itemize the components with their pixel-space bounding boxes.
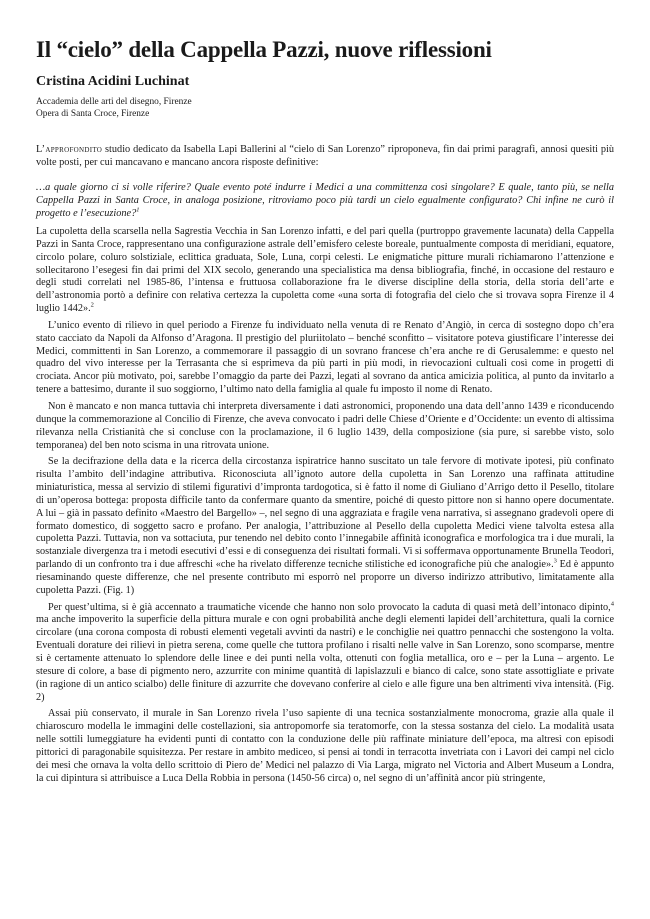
quote-text: …a quale giorno ci si volle riferire? Quale evento poté indurre i Medici a una committenza così singolare? E quale, tanto più, se nella Cappella Pazzi in Santa Croce, in analoga posizione, ritroviamo poco più tardi un cielo egualmente configurato? Chi infine ne curò il progetto e l’esecuzione? [36, 182, 614, 219]
block-quote [36, 181, 614, 220]
paragraph: L’unico evento di rilievo in quel periodo a Firenze fu individuato nella venuta di re Renato d’Angiò, in cerca di sostegno dopo ch’era stato cacciato da Napoli da Alfonso d’Aragona. Il prestigio del pluriitolato – benché sconfitto – visitatore poteva giustificare l’interesse dei Medici, committenti in San Lorenzo, a commemorare il passaggio di un sovrano francese ch’era anche re di Gerusalemme: e questo nel quadro del vivo interesse per la Terrasanta che si esprimeva da più parti in più modi, in rievocazioni cultuali così come in progetti di crociata. Ancor più motivato, poi, sarebbe l’omaggio da parte dei Pazzi, legati al sovrano da antica amicizia politica, al punto da invitarlo a tenere a battesimo, durante il suo soggiorno, l’ultimo nato della famiglia al quale fu imposto il nome di Renato. [36, 319, 614, 396]
footnote-ref: 4 [610, 600, 614, 608]
footnote-ref: 3 [553, 557, 557, 565]
lead-paragraph [36, 143, 614, 169]
paragraph: La cupoletta della scarsella nella Sagrestia Vecchia in San Lorenzo infatti, e del pari quella (purtroppo gravemente lacunata) della Cappella Pazzi in Santa Croce, rappresentano una configurazione astrale dell’emisfero celeste boreale, puntualmente composta di meridiani, equatore, circolo polare, coluro solstiziale, eclittica graduata, Sole, Luna, corpi celesti. Le enigmatiche pitture murali richiamarono l’attenzione e sollecitarono l’esegesi fin dai primi del XIX secolo, generando una specialistica ma densa bibliografia, finché, in occasione del restauro e degli studi correlati nel 1985-86, l’intensa e fruttuosa collaborazione fra le diverse discipline della storia, della storia dell’arte e dell’astronomia portò a definire con relativa certezza la cupoletta come «una sorta di fotografia del cielo che si trovava sopra Firenze il 4 luglio 1442».$^2$ [36, 226, 614, 315]
paragraph: Non è mancato e non manca tuttavia chi interpreta diversamente i dati astronomici, proponendo una data dell’anno 1439 e riconducendo dunque la commemorazione al Concilio di Firenze, che aveva convocato i padri delle Chiese d’Oriente e d’Occidente: un evento di altissima rilevanza nella Cristianità che si concluse con la proclamazione, il 6 luglio 1439, della composizione (sia pure, si sarebbe visto, solo temporanea) del ben noto scisma in una ritrovata unione. [36, 400, 614, 451]
author-name: Cristina Acidini Luchinat [36, 74, 190, 89]
affiliation-2: Opera di Santa Croce, Firenze [36, 109, 150, 119]
footnote-ref: 2 [90, 301, 94, 309]
article-title: Il “cielo” della Cappella Pazzi, nuove riflessioni [36, 37, 492, 62]
paragraph: Se la decifrazione della data e la ricerca della circostanza ispiratrice hanno suscitato un tale fervore di motivate ipotesi, più confinato risulta l’ambito dell’indagine attributiva. Riconosciuta all’ignoto autore della cupoletta in San Lorenzo una raffinata attitudine miniaturistica, messa al servizio di stilemi figurativi d’impronta tardogotica, si è fatto il nome di Giuliano d’Arrigo detto il Pesello, titolare di un’operosa bottega: proposta difficile tanto da confermare quanto da smentire, poiché di questo pittore non si hanno opere documentate. A lui – già in passato definito «Maestro del Bargello» –, nel segno di una aggraziata e fragile vena narrativa, si assegnano gradevoli opere di formato domestico, di soggetto sacro e profano. Per analogia, l’attribuzione al Pesello della cupoletta Medici viene talvolta estesa alla cupoletta Pazzi. Tuttavia, non va sottaciuta, pur tenendo nel debito conto l’innegabile affinità iconografica e morfologica tra i due murali, la sostanziale divergenza tra i metodi esecutivi d’essi e di conseguenza dei risultati formali. Vi si soffermava opportunamente Brunella Teodori, parlando di un confronto tra i due affreschi «che ha rivelato differenze tecniche stilistiche ed iconografiche più che analogie».$^3$ Ed è appunto riesaminando queste differenze, che nel presente contributo mi esporrò nel proporre un diverso indirizzo attributivo, limitatamente alla cupoletta Pazzi. (Fig. 1) [36, 456, 614, 596]
affiliation-1: Accademia delle arti del disegno, Firenze [36, 97, 192, 107]
lead-text: studio dedicato da Isabella Lapi Ballerini al “cielo di San Lorenzo” riproponeva, fin dai primi paragrafi, annosi quesiti più volte posti, per cui mancavano e mancano ancora risposte definitive: [36, 144, 614, 168]
lead-small-caps: L’approfondito [36, 144, 103, 155]
body-text [36, 226, 614, 789]
footnote-ref: 1 [136, 206, 140, 214]
paragraph: Per quest’ultima, si è già accennato a traumatiche vicende che hanno non solo provocato la caduta di quasi metà dell’intonaco dipinto,$^4$ ma anche impoverito la superficie della pittura murale e con ogni probabilità anche degli elementi lapidei dell’architettura, quali la cornice circolare (una corona composta di robusti elementi vegetali avvinti da nastri) e le conchiglie nei quattro pennacchi che sostengono la volta. Eventuali dorature dei rilievi in pietra serena, come quelle che tuttora profilano i risalti nelle valve in San Lorenzo, sono scomparse, mentre si è certamente attenuato lo splendore delle linee e dei punti nella volta, ottenuti con foglia metallica, oro e – per la Luna – argento. Le stesure di colore, a base di pigmento nero, azzurrite con minime quantità di lapislazzuli e bianco di calce, sono state assottigliate e private (in ragione di un antico scialbo) delle finiture di azzurrite che dovevano conferire al cielo e alle figure una ben altrimenti viva intensità. (Fig. 2) [36, 600, 614, 703]
paragraph: Assai più conservato, il murale in San Lorenzo rivela l’uso sapiente di una tecnica sostanzialmente monocroma, grazie alla quale il chiaroscuro modella le immagini delle costellazioni, sia antropomorfe sia teratomorfe, con la stessa sostanza del cielo. La modalità usata nelle sottili lumeggiature ha evidenti punti di contatto con la conduzione delle più raffinate miniature dell’epoca, ma altresì con episodi pittorici di paragonabile squisitezza. Per restare in ambito mediceo, si pensi ai tondi in terracotta invetriata con i Lavori dei campi nel ciclo dei mesi che ornava la volta dello scrittoio di Piero de’ Medici nel palazzo di Via Larga, migrato nel Victoria and Albert Museum a Londra, la cui dipintura si attribuisce a Luca Della Robbia in persona (1450-56 circa) o, nel segno di un’affinità ancor più stringente, [36, 708, 614, 784]
